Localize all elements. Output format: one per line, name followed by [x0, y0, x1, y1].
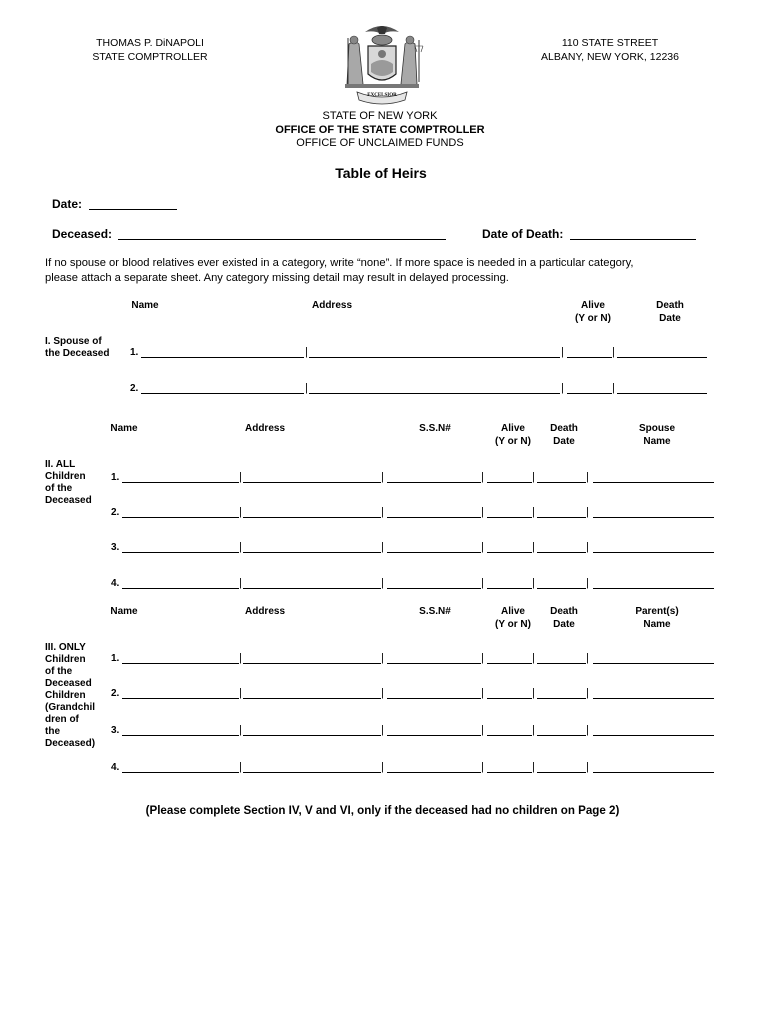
field-separator: | — [305, 382, 308, 394]
name-field[interactable] — [122, 587, 239, 589]
comptroller-title-line: STATE COMPTROLLER — [92, 51, 208, 63]
s3-col-address: Address — [244, 606, 285, 617]
field-separator: | — [381, 761, 384, 773]
field-separator: | — [612, 382, 615, 394]
field-separator: | — [239, 652, 242, 664]
row-number: 2. — [111, 688, 120, 699]
s3-col-death-line2: Date — [553, 618, 575, 630]
date-of-death-field[interactable] — [570, 238, 696, 240]
field-separator: | — [586, 506, 589, 518]
extra-name-field[interactable] — [593, 551, 714, 553]
field-separator: | — [381, 724, 384, 736]
instructions-line-1: If no spouse or blood relatives ever existed in a category, write “none”. If more space is needed in a particular category, — [45, 257, 634, 269]
field-separator: | — [532, 471, 535, 483]
comptroller-name — [70, 36, 230, 64]
alive-field[interactable] — [487, 516, 532, 518]
extra-name-field[interactable] — [593, 662, 714, 664]
spouse-death-date-field[interactable] — [617, 392, 707, 394]
address-street: 110 STATE STREET — [561, 37, 659, 49]
row-number: 1. — [130, 347, 139, 358]
field-separator: | — [239, 471, 242, 483]
s2-col-name: Name — [110, 423, 138, 434]
ssn-field[interactable] — [387, 516, 481, 518]
s2-col-alive-line2: (Y or N) — [495, 435, 531, 447]
address-field[interactable] — [243, 551, 381, 553]
spouse-alive-field[interactable] — [567, 392, 612, 394]
section3-label — [45, 642, 95, 750]
s3-col-death-line1: Death — [550, 606, 578, 617]
s2-col-death-line1: Death — [550, 423, 578, 434]
section3-label-line: Deceased — [45, 678, 92, 689]
extra-name-field[interactable] — [593, 771, 714, 773]
section2-label-line: II. ALL — [45, 459, 76, 470]
s1-col-address: Address — [311, 300, 352, 311]
field-separator: | — [586, 471, 589, 483]
section3-label-line: of the — [45, 666, 73, 677]
field-separator: | — [532, 506, 535, 518]
ssn-field[interactable] — [387, 551, 481, 553]
row-number: 4. — [111, 762, 120, 773]
s3-col-alive — [488, 606, 538, 631]
name-field[interactable] — [122, 662, 239, 664]
office-block — [0, 110, 760, 151]
extra-name-field[interactable] — [593, 481, 714, 483]
death-date-field[interactable] — [537, 662, 586, 664]
s3-col-parents-line1: Parent(s) — [635, 606, 679, 617]
office-state: STATE OF NEW YORK — [322, 110, 438, 122]
office-unclaimed-funds: OFFICE OF UNCLAIMED FUNDS — [296, 137, 464, 149]
address-field[interactable] — [243, 516, 381, 518]
row-number: 3. — [111, 542, 120, 553]
field-separator: | — [481, 471, 484, 483]
office-comptroller: OFFICE OF THE STATE COMPTROLLER — [275, 123, 485, 136]
field-separator: | — [481, 761, 484, 773]
field-separator: | — [381, 471, 384, 483]
field-separator: | — [381, 577, 384, 589]
field-separator: | — [532, 724, 535, 736]
ssn-field[interactable] — [387, 697, 481, 699]
name-field[interactable] — [122, 551, 239, 553]
section3-label-line: Children — [45, 690, 86, 701]
section3-label-line: III. ONLY — [45, 642, 86, 653]
address-field[interactable] — [243, 771, 381, 773]
field-separator: | — [381, 687, 384, 699]
name-field[interactable] — [122, 516, 239, 518]
row-number: 3. — [111, 725, 120, 736]
row-number: 4. — [111, 578, 120, 589]
date-of-death-label: Date of Death: — [482, 227, 564, 241]
address-field[interactable] — [243, 734, 381, 736]
section1-label — [45, 336, 109, 360]
field-separator: | — [239, 506, 242, 518]
section2-label-line: Deceased — [45, 495, 92, 506]
seal-motto: EXCELSIOR — [367, 93, 397, 98]
address-field[interactable] — [243, 587, 381, 589]
footer-note: (Please complete Section IV, V and VI, only if the deceased had no children on Page 2) — [145, 804, 620, 817]
s2-col-spouse-line1: Spouse — [638, 423, 676, 434]
section3-label-line: dren of — [45, 714, 79, 725]
comptroller-name-line: THOMAS P. DiNAPOLI — [96, 37, 204, 49]
alive-field[interactable] — [487, 551, 532, 553]
row-number: 1. — [111, 472, 120, 483]
field-separator: | — [381, 506, 384, 518]
name-field[interactable] — [122, 481, 239, 483]
death-date-field[interactable] — [537, 551, 586, 553]
section2-label-line: of the — [45, 483, 73, 494]
ssn-field[interactable] — [387, 662, 481, 664]
address-field[interactable] — [243, 662, 381, 664]
instructions-line-2: please attach a separate sheet. Any category missing detail may result in delayed processing. — [45, 271, 509, 284]
s2-col-ssn: S.S.N# — [419, 423, 451, 434]
extra-name-field[interactable] — [593, 734, 714, 736]
death-date-field[interactable] — [537, 734, 586, 736]
death-date-field[interactable] — [537, 771, 586, 773]
s1-col-name: Name — [131, 300, 159, 311]
address-field[interactable] — [243, 481, 381, 483]
s1-col-alive-line1: Alive — [581, 300, 605, 311]
new-york-state-seal — [335, 22, 429, 106]
death-date-field[interactable] — [537, 587, 586, 589]
s3-col-parents-name — [624, 606, 690, 631]
field-separator: | — [586, 577, 589, 589]
field-separator: | — [481, 506, 484, 518]
s3-col-parents-line2: Name — [643, 618, 671, 630]
s2-col-address: Address — [244, 423, 285, 434]
spouse-address-field[interactable] — [309, 392, 560, 394]
name-field[interactable] — [122, 734, 239, 736]
spouse-name-field[interactable] — [141, 356, 304, 358]
section1-label-line2: the Deceased — [45, 348, 110, 359]
s1-col-death-line1: Death — [656, 300, 684, 311]
alive-field[interactable] — [487, 587, 532, 589]
spouse-name-field[interactable] — [141, 392, 304, 394]
field-separator: | — [481, 724, 484, 736]
field-separator: | — [532, 687, 535, 699]
s1-col-death-date — [648, 300, 692, 325]
date-label: Date: — [52, 197, 83, 211]
name-field[interactable] — [122, 771, 239, 773]
field-separator: | — [532, 541, 535, 553]
s3-col-name: Name — [110, 606, 138, 617]
field-separator: | — [532, 761, 535, 773]
extra-name-field[interactable] — [593, 587, 714, 589]
field-separator: | — [481, 577, 484, 589]
alive-field[interactable] — [487, 662, 532, 664]
s1-col-alive-line2: (Y or N) — [575, 312, 611, 324]
section2-label-line: Children — [45, 471, 86, 482]
field-separator: | — [239, 687, 242, 699]
field-separator: | — [481, 541, 484, 553]
s2-col-alive-line1: Alive — [501, 423, 525, 434]
row-number: 2. — [111, 507, 120, 518]
alive-field[interactable] — [487, 697, 532, 699]
s3-col-alive-line2: (Y or N) — [495, 618, 531, 630]
s2-col-spouse-line2: Name — [643, 435, 671, 447]
field-separator: | — [381, 541, 384, 553]
death-date-field[interactable] — [537, 516, 586, 518]
field-separator: | — [532, 577, 535, 589]
address-city: ALBANY, NEW YORK, 12236 — [541, 51, 679, 63]
ssn-field[interactable] — [387, 481, 481, 483]
page-title: Table of Heirs — [335, 165, 427, 181]
field-separator: | — [586, 541, 589, 553]
field-separator: | — [586, 652, 589, 664]
deceased-field[interactable] — [118, 238, 446, 240]
s3-col-alive-line1: Alive — [501, 606, 525, 617]
field-separator: | — [561, 346, 564, 358]
section3-label-line: Children — [45, 654, 86, 665]
spouse-death-date-field[interactable] — [617, 356, 707, 358]
ssn-field[interactable] — [387, 734, 481, 736]
field-separator: | — [381, 652, 384, 664]
section1-label-line1: I. Spouse of — [45, 336, 102, 347]
field-separator: | — [586, 687, 589, 699]
field-separator: | — [612, 346, 615, 358]
field-separator: | — [561, 382, 564, 394]
s2-col-spouse-name — [627, 423, 687, 448]
section3-label-line: Deceased) — [45, 738, 96, 749]
row-number: 1. — [111, 653, 120, 664]
extra-name-field[interactable] — [593, 516, 714, 518]
deceased-label: Deceased: — [52, 227, 113, 241]
ssn-field[interactable] — [387, 771, 481, 773]
s2-col-death-line2: Date — [553, 435, 575, 447]
death-date-field[interactable] — [537, 697, 586, 699]
s2-col-death — [542, 423, 586, 448]
date-field[interactable] — [89, 208, 177, 210]
s3-col-death — [542, 606, 586, 631]
section2-label — [45, 459, 92, 507]
s1-col-death-line2: Date — [659, 312, 681, 324]
alive-field[interactable] — [487, 481, 532, 483]
extra-name-field[interactable] — [593, 697, 714, 699]
section3-label-line: the — [45, 726, 60, 737]
field-separator: | — [239, 761, 242, 773]
alive-field[interactable] — [487, 734, 532, 736]
office-address — [530, 36, 690, 64]
section3-label-line: (Grandchil — [45, 702, 96, 713]
row-number: 2. — [130, 383, 139, 394]
s3-col-ssn: S.S.N# — [419, 606, 451, 617]
field-separator: | — [305, 346, 308, 358]
field-separator: | — [481, 652, 484, 664]
alive-field[interactable] — [487, 771, 532, 773]
s1-col-alive — [568, 300, 618, 325]
field-separator: | — [481, 687, 484, 699]
field-separator: | — [532, 652, 535, 664]
field-separator: | — [239, 541, 242, 553]
name-field[interactable] — [122, 697, 239, 699]
s2-col-alive — [488, 423, 538, 448]
spouse-alive-field[interactable] — [567, 356, 612, 358]
spouse-address-field[interactable] — [309, 356, 560, 358]
ssn-field[interactable] — [387, 587, 481, 589]
death-date-field[interactable] — [537, 481, 586, 483]
field-separator: | — [586, 761, 589, 773]
field-separator: | — [239, 577, 242, 589]
address-field[interactable] — [243, 697, 381, 699]
field-separator: | — [239, 724, 242, 736]
instructions — [45, 256, 745, 285]
field-separator: | — [586, 724, 589, 736]
